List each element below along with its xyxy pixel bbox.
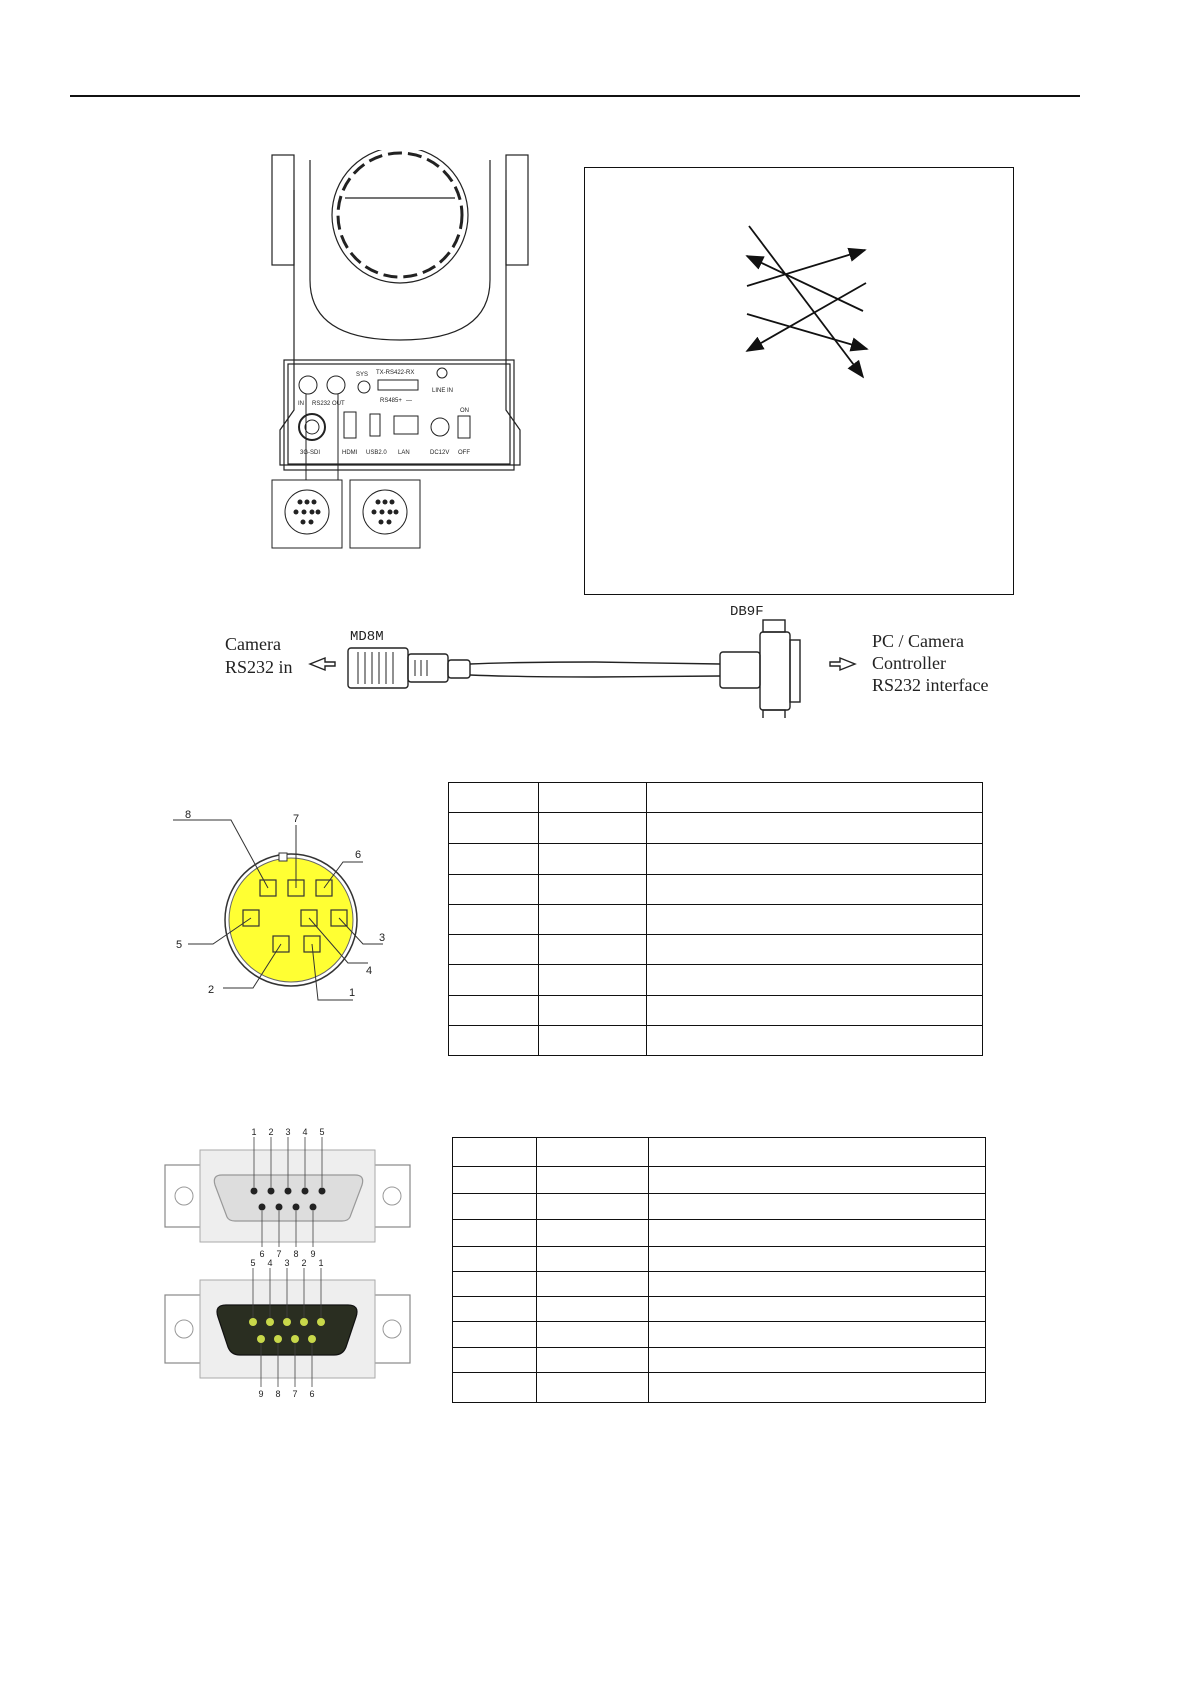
rs422-terminal xyxy=(378,380,418,390)
line-in-jack xyxy=(437,368,447,378)
db9m-label-6: 6 xyxy=(259,1249,265,1259)
md8-label-1: 1 xyxy=(349,987,356,999)
pc-controller-label-1: PC / Camera xyxy=(872,631,964,651)
left-arrow-icon xyxy=(310,658,335,670)
db9f-label-2: 2 xyxy=(301,1258,307,1268)
cable-line-top xyxy=(470,662,720,664)
md8m-plug xyxy=(348,648,408,688)
line-in-label: LINE IN xyxy=(432,388,454,394)
rs232-cable-diagram xyxy=(215,600,1015,718)
crossover-wiring-box xyxy=(584,167,1014,595)
pc-controller-label-2: Controller xyxy=(872,653,946,673)
db9m-label-1: 1 xyxy=(251,1127,257,1137)
db9m-label-4: 4 xyxy=(302,1127,308,1137)
db9f-label: DB9F xyxy=(730,604,764,620)
db9f-plug xyxy=(720,652,760,688)
db9m-label-8: 8 xyxy=(293,1249,299,1259)
db9f-label-1: 1 xyxy=(318,1258,324,1268)
db9-male-shell xyxy=(214,1175,362,1221)
wire-3 xyxy=(747,250,865,286)
power-switch xyxy=(458,416,470,438)
wire-1 xyxy=(749,226,863,377)
crossover-lines xyxy=(585,168,1015,596)
db9f-label-3: 3 xyxy=(284,1258,290,1268)
db9f-label-5: 5 xyxy=(250,1258,256,1268)
rs485-minus-label: — xyxy=(406,398,412,404)
db9f-label-8: 8 xyxy=(275,1389,281,1399)
db9m-label-7: 7 xyxy=(276,1249,282,1259)
sys-label: SYS xyxy=(356,372,369,378)
usb-label: USB2.0 xyxy=(366,450,387,456)
camera-left-arm xyxy=(272,155,294,265)
page-header-rule xyxy=(70,95,1080,97)
hdmi-port xyxy=(344,412,356,438)
sdi-label: 3G-SDI xyxy=(300,450,321,456)
in-label: IN xyxy=(298,401,304,407)
db9-pin-table xyxy=(452,1137,986,1403)
dc-power-jack xyxy=(431,418,449,436)
usb-port xyxy=(370,414,380,436)
camera-body xyxy=(280,190,520,465)
db9m-label-2: 2 xyxy=(268,1127,274,1137)
md8m-label: MD8M xyxy=(350,629,384,645)
db9f-label-9: 9 xyxy=(258,1389,264,1399)
md8-pin-table xyxy=(448,782,983,1056)
md8-label-2: 2 xyxy=(208,984,215,996)
lan-port xyxy=(394,416,418,434)
md8-label-7: 7 xyxy=(293,813,300,825)
pc-controller-label-3: RS232 interface xyxy=(872,675,989,695)
rs232-in-port xyxy=(299,376,317,394)
md8-label-6: 6 xyxy=(355,849,362,861)
camera-right-arm xyxy=(506,155,528,265)
wire-2 xyxy=(747,256,863,311)
db9-pinout-diagram xyxy=(160,1125,415,1405)
camera-rear-view xyxy=(270,150,530,555)
rs232-out-port xyxy=(327,376,345,394)
out-label: OUT xyxy=(332,401,345,407)
rs422-label: TX-RS422-RX xyxy=(376,370,415,376)
db9f-label-7: 7 xyxy=(292,1389,298,1399)
cable-line-bottom xyxy=(470,675,720,677)
lan-label: LAN xyxy=(398,450,410,456)
md8-label-3: 3 xyxy=(379,932,386,944)
dc-label: DC12V xyxy=(430,450,450,456)
on-label: ON xyxy=(460,408,469,414)
md8-label-5: 5 xyxy=(176,939,183,951)
rs485-label: RS485+ xyxy=(380,398,402,404)
rs232-label: RS232 xyxy=(312,401,331,407)
camera-rs232-in-label-2: RS232 in xyxy=(225,657,293,677)
sys-switch xyxy=(358,381,370,393)
db9m-label-9: 9 xyxy=(310,1249,316,1259)
off-label: OFF xyxy=(458,450,470,456)
db9m-label-3: 3 xyxy=(285,1127,291,1137)
md8-label-8: 8 xyxy=(185,810,192,821)
md8-pinout-diagram xyxy=(173,810,413,1030)
sdi-port xyxy=(299,414,325,440)
db9f-label-6: 6 xyxy=(309,1389,315,1399)
camera-rs232-in-label-1: Camera xyxy=(225,634,281,654)
wire-4 xyxy=(747,283,866,351)
wire-5 xyxy=(747,314,867,349)
hdmi-label: HDMI xyxy=(342,450,358,456)
db9f-label-4: 4 xyxy=(267,1258,273,1268)
md8-label-4: 4 xyxy=(366,965,373,977)
camera-yoke xyxy=(310,160,490,340)
right-arrow-icon xyxy=(830,658,855,670)
camera-lens-outer xyxy=(332,150,468,283)
db9m-label-5: 5 xyxy=(319,1127,325,1137)
